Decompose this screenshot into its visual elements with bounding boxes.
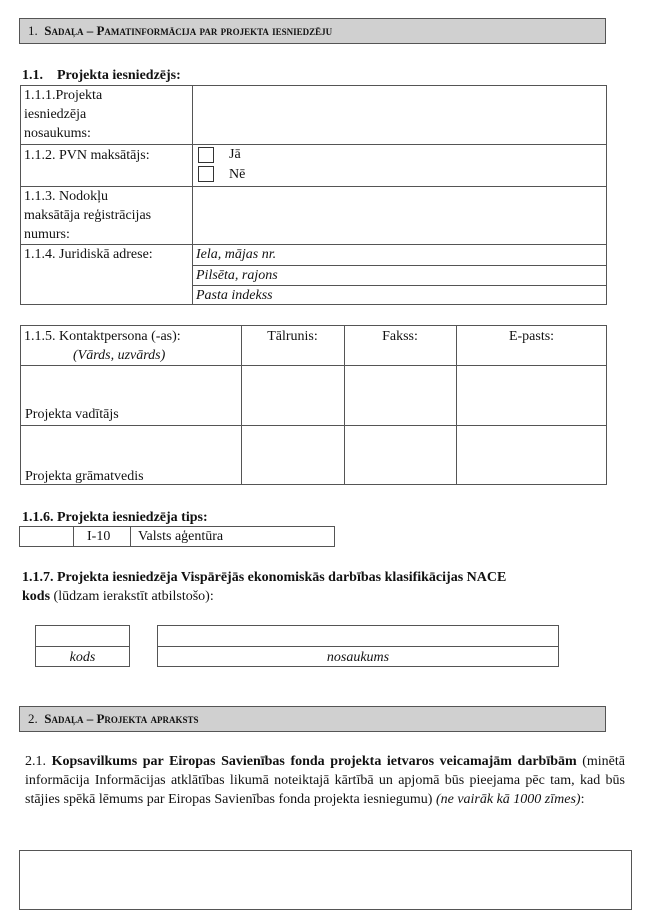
name-label-line1: 1.1.1.Projekta (24, 88, 103, 103)
tax-label-line1: 1.1.3. Nodokļu (24, 189, 108, 204)
summary-colon: : (580, 792, 585, 807)
applicant-type-code: I-10 (87, 529, 111, 544)
applicant-heading: 1.1. Projekta iesniedzējs: (22, 68, 181, 83)
tax-number-input[interactable] (194, 188, 605, 242)
name-label-line2: iesniedzēja (24, 107, 87, 122)
tax-label-line2: maksātāja reģistrācijas (24, 208, 152, 223)
address-street-field[interactable]: Iela, mājas nr. (196, 247, 277, 262)
section-2-number: 2. (28, 711, 38, 726)
summary-limit: (ne vairāk kā 1000 zīmes) (435, 792, 581, 807)
summary-title: Kopsavilkums par Eiropas Savienības fonda projekta ietvaros veicamajām darbībām (51, 754, 577, 769)
project-accountant-label: Projekta grāmatvedis (25, 469, 144, 484)
vat-no-checkbox[interactable] (198, 166, 214, 182)
contact-label: 1.1.5. Kontaktpersona (-as): (24, 329, 181, 344)
section-1-header (19, 18, 606, 44)
name-label-line3: nosaukums: (24, 126, 91, 141)
applicant-type-heading: 1.1.6. Projekta iesniedzēja tips: (22, 510, 208, 525)
contact-sub-label: (Vārds, uzvārds) (73, 348, 166, 363)
summary-text: (minētā informācija Informācijas atklātības likumā noteiktajā kārtībā un apjomā būs pieejama pēc tam, kad būs stājies spēkā lēmums par Eiropas Savienības fonda projekta iesniegumu) (25, 754, 625, 807)
vat-label: 1.1.2. PVN maksātājs: (24, 148, 150, 163)
applicant-name-input[interactable] (194, 87, 605, 142)
nace-heading-line1: 1.1.7. Projekta iesniedzēja Vispārējās ekonomiskās darbības klasifikācijas NACE (22, 570, 507, 585)
applicant-type-name: Valsts aģentūra (138, 529, 224, 544)
address-city-field[interactable]: Pilsēta, rajons (196, 268, 278, 283)
vat-no-label: Nē (229, 167, 246, 182)
project-manager-label: Projekta vadītājs (25, 407, 119, 422)
nace-kods-word: kods (22, 589, 51, 604)
vat-yes-label: Jā (229, 147, 241, 162)
section-1-title: Sadaļa – Pamatinformācija par projekta iesniedzēju (44, 23, 333, 38)
summary-paragraph (25, 752, 625, 809)
nace-code-label: kods (69, 650, 96, 665)
section-1-number: 1. (28, 23, 38, 38)
tax-label-line3: numurs: (24, 227, 70, 242)
section-2-header (19, 706, 606, 732)
address-postal-field[interactable]: Pasta indekss (196, 288, 273, 303)
nace-name-label: nosaukums (326, 650, 390, 665)
section-2-title: Sadaļa – Projekta apraksts (44, 711, 199, 726)
email-header: E-pasts: (508, 329, 555, 344)
vat-yes-checkbox[interactable] (198, 147, 214, 163)
address-label: 1.1.4. Juridiskā adrese: (24, 247, 153, 262)
phone-header: Tālrunis: (267, 329, 318, 344)
nace-heading-line2 (22, 587, 214, 606)
fax-header: Fakss: (382, 329, 418, 344)
nace-instruction: (lūdzam ierakstīt atbilstošo): (50, 589, 214, 604)
summary-textarea[interactable] (19, 850, 632, 910)
summary-number: 2.1. (25, 754, 52, 769)
